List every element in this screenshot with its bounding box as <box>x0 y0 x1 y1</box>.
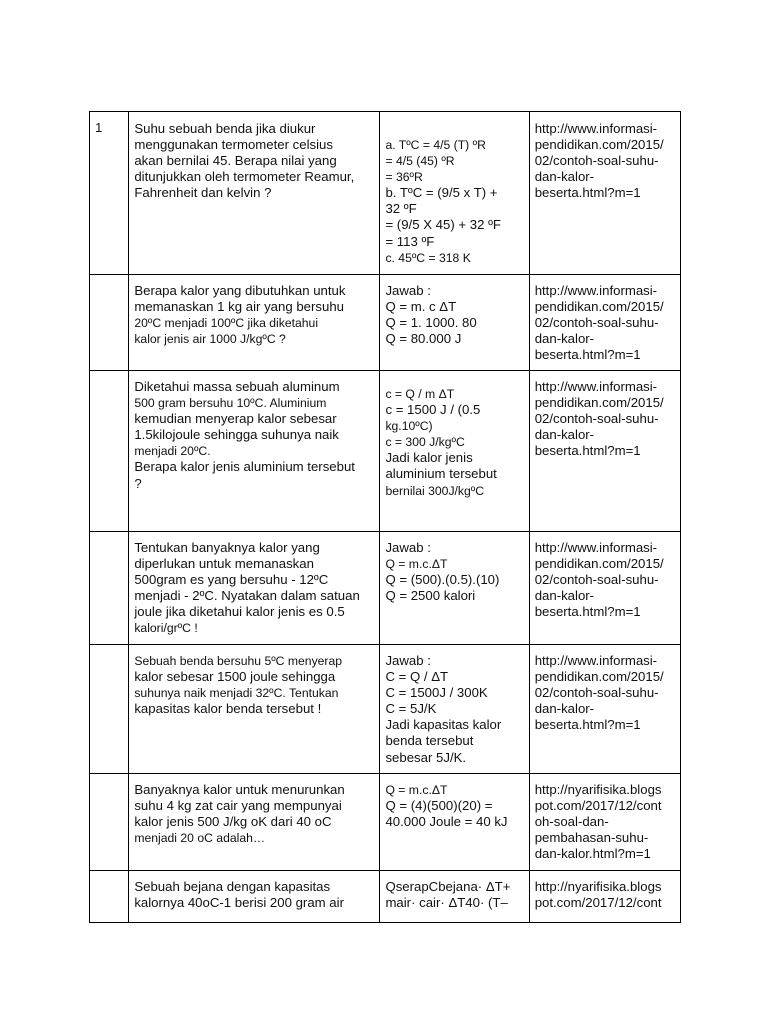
source-url-cell <box>529 774 680 871</box>
source-url-line: 02/contoh-soal-suhu- <box>534 572 659 588</box>
question-line: joule jika diketahui kalor jenis es 0.5 <box>134 604 345 620</box>
source-url-cell <box>529 371 680 532</box>
question-line: Fahrenheit dan kelvin ? <box>134 185 272 201</box>
row-number <box>90 532 129 645</box>
question-line: ? <box>134 475 142 491</box>
answer-line: sebesar 5J/K. <box>385 749 467 765</box>
question-line: Sebuah bejana dengan kapasitas <box>134 879 331 894</box>
question-line: 500gram es yang bersuhu - 12ºC <box>134 572 329 588</box>
question-cell <box>129 645 380 774</box>
answer-line: Q = m.c.ΔT <box>385 783 448 797</box>
source-url-cell-clip <box>535 879 675 916</box>
source-url-line: dan-kalor- <box>534 701 595 717</box>
source-url-cell <box>529 645 680 774</box>
question-line: menjadi - 2ºC. Nyatakan dalam satuan <box>134 588 360 604</box>
question-line: kapasitas kalor benda tersebut ! <box>134 701 322 717</box>
answer-line: 32 ºF <box>385 201 417 217</box>
source-url-cell <box>529 112 680 275</box>
answer-line: Q = m.c.ΔT <box>385 557 448 572</box>
source-url-line: pembahasan-suhu- <box>534 830 649 846</box>
answer-line: b. TºC = (9/5 x T) + <box>385 185 498 201</box>
answer-line: mair· cair· ΔT40· (T– <box>385 895 508 911</box>
answer-cell-clip <box>385 879 523 916</box>
question-cell-clip <box>134 879 374 916</box>
table-row <box>90 645 681 774</box>
source-url-line: pot.com/2017/12/cont <box>534 798 662 814</box>
answer-line: c. 45ºC = 318 K <box>385 250 471 265</box>
row-number <box>90 774 129 871</box>
question-line: menjadi 20ºC. <box>134 444 211 459</box>
source-url-line: http://www.informasi- <box>534 540 658 555</box>
answer-line: Jawab : <box>385 653 431 668</box>
answer-cell <box>380 532 529 645</box>
source-url-line: oh-soal-dan- <box>534 814 609 830</box>
answer-line: benda tersebut <box>385 733 474 749</box>
answer-cell <box>380 871 529 923</box>
question-line: 500 gram bersuhu 10ºC. Aluminium <box>134 396 327 411</box>
question-line: kalornya 40oC-1 berisi 200 gram air <box>134 895 344 911</box>
answer-cell <box>380 645 529 774</box>
answer-line: = 113 ºF <box>385 233 435 249</box>
source-url-cell <box>529 532 680 645</box>
answer-line: bernilai 300J/kgºC <box>385 483 485 498</box>
answer-line: a. TºC = 4/5 (T) ºR <box>385 138 486 152</box>
question-cell <box>129 871 380 923</box>
question-line: Sebuah benda bersuhu 5ºC menyerap <box>134 654 343 668</box>
answer-line: c = 1500 J / (0.5 <box>385 402 481 418</box>
source-url-line: pendidikan.com/2015/ <box>534 395 664 411</box>
table-row <box>90 871 681 923</box>
table-row <box>90 371 681 532</box>
question-line: 20ºC menjadi 100ºC jika diketahui <box>134 316 319 331</box>
table-row <box>90 112 681 275</box>
table-row <box>90 532 681 645</box>
answer-line: QserapCbejana· ΔT+ <box>385 879 511 894</box>
question-cell <box>129 532 380 645</box>
source-url-line: beserta.html?m=1 <box>534 443 641 459</box>
source-url-line: 02/contoh-soal-suhu- <box>534 411 659 427</box>
source-url-line: http://www.informasi- <box>534 379 658 394</box>
answer-line: C = 5J/K <box>385 701 437 717</box>
question-line: diperlukan untuk memanaskan <box>134 556 314 572</box>
answer-line: 40.000 Joule = 40 kJ <box>385 814 508 830</box>
question-line: Diketahui massa sebuah aluminum <box>134 379 340 394</box>
source-url-line: http://www.informasi- <box>534 653 658 668</box>
question-line: menggunakan termometer celsius <box>134 137 333 153</box>
question-line: Banyaknya kalor untuk menurunkan <box>134 782 345 797</box>
answer-line: kg.10ºC) <box>385 419 433 434</box>
source-url-line: dan-kalor- <box>534 427 595 443</box>
row-number: 1 <box>90 112 129 275</box>
answer-line: c = Q / m ΔT <box>385 387 455 401</box>
source-url-line: pendidikan.com/2015/ <box>534 137 664 153</box>
table-row <box>90 774 681 871</box>
question-line: kalor jenis 500 J/kg oK dari 40 oC <box>134 814 332 830</box>
question-line: 1.5kilojoule sehingga suhunya naik <box>134 427 339 443</box>
question-line: Berapa kalor yang dibutuhkan untuk <box>134 283 346 298</box>
source-url-line: beserta.html?m=1 <box>534 347 641 363</box>
source-url-line: pendidikan.com/2015/ <box>534 299 664 315</box>
question-cell <box>129 275 380 371</box>
question-line: ditunjukkan oleh termometer Reamur, <box>134 169 355 185</box>
answer-line: Jadi kapasitas kalor <box>385 717 502 733</box>
source-url-line: http://www.informasi- <box>534 283 658 298</box>
source-url-line: pot.com/2017/12/cont <box>534 895 662 911</box>
answer-line: Jawab : <box>385 283 431 298</box>
source-url-line: dan-kalor- <box>534 588 595 604</box>
questions-table <box>89 111 681 923</box>
answer-line: Jadi kalor jenis <box>385 450 473 466</box>
answer-line: Q = m. c ΔT <box>385 299 457 315</box>
question-line: suhu 4 kg zat cair yang mempunyai <box>134 798 342 814</box>
source-url-line: dan-kalor.html?m=1 <box>534 846 651 862</box>
source-url-line: http://nyarifisika.blogs <box>534 782 662 797</box>
answer-cell <box>380 774 529 871</box>
question-line: kalor jenis air 1000 J/kgºC ? <box>134 332 286 347</box>
answer-line: Q = 1. 1000. 80 <box>385 315 477 331</box>
source-url-line: beserta.html?m=1 <box>534 717 641 733</box>
source-url-line: pendidikan.com/2015/ <box>534 669 664 685</box>
question-line: memanaskan 1 kg air yang bersuhu <box>134 299 344 315</box>
source-url-line: beserta.html?m=1 <box>534 185 641 201</box>
source-url-cell <box>529 275 680 371</box>
answer-line: C = Q / ΔT <box>385 669 449 685</box>
source-url-line: dan-kalor- <box>534 331 595 347</box>
question-line: Tentukan banyaknya kalor yang <box>134 540 320 555</box>
question-line: kalori/grºC ! <box>134 621 198 636</box>
source-url-line: http://www.informasi- <box>534 121 658 136</box>
answer-line: aluminium tersebut <box>385 466 497 482</box>
question-line: akan bernilai 45. Berapa nilai yang <box>134 153 337 169</box>
source-url-line: 02/contoh-soal-suhu- <box>534 153 659 169</box>
question-line: kalor sebesar 1500 joule sehingga <box>134 669 336 685</box>
question-line: suhunya naik menjadi 32ºC. Tentukan <box>134 686 339 701</box>
answer-line: Q = 2500 kalori <box>385 588 476 604</box>
answer-line: c = 300 J/kgºC <box>385 435 465 450</box>
answer-line: Q = 80.000 J <box>385 331 462 347</box>
answer-line: = (9/5 X 45) + 32 ºF <box>385 217 501 233</box>
question-line: menjadi 20 oC adalah… <box>134 831 266 846</box>
answer-line: Jawab : <box>385 540 431 555</box>
source-url-line: dan-kalor- <box>534 169 595 185</box>
answer-line: Q = (500).(0.5).(10) <box>385 572 500 588</box>
answer-cell <box>380 275 529 371</box>
answer-line: Q = (4)(500)(20) = <box>385 798 493 814</box>
source-url-line: beserta.html?m=1 <box>534 604 641 620</box>
answer-line: = 36ºR <box>385 170 423 185</box>
question-cell <box>129 112 380 275</box>
row-number <box>90 871 129 923</box>
table-row <box>90 275 681 371</box>
row-number <box>90 371 129 532</box>
answer-line: C = 1500J / 300K <box>385 685 488 701</box>
answer-line: = 4/5 (45) ºR <box>385 154 455 169</box>
question-line: Suhu sebuah benda jika diukur <box>134 121 316 136</box>
source-url-line: http://nyarifisika.blogs <box>534 879 662 894</box>
answer-cell <box>380 371 529 532</box>
source-url-line: 02/contoh-soal-suhu- <box>534 315 659 331</box>
answer-cell <box>380 112 529 275</box>
question-line: kemudian menyerap kalor sebesar <box>134 411 337 427</box>
row-number <box>90 645 129 774</box>
source-url-line: pendidikan.com/2015/ <box>534 556 664 572</box>
question-line: Berapa kalor jenis aluminium tersebut <box>134 459 355 475</box>
question-cell <box>129 774 380 871</box>
source-url-cell <box>529 871 680 923</box>
source-url-line: 02/contoh-soal-suhu- <box>534 685 659 701</box>
row-number <box>90 275 129 371</box>
question-cell <box>129 371 380 532</box>
